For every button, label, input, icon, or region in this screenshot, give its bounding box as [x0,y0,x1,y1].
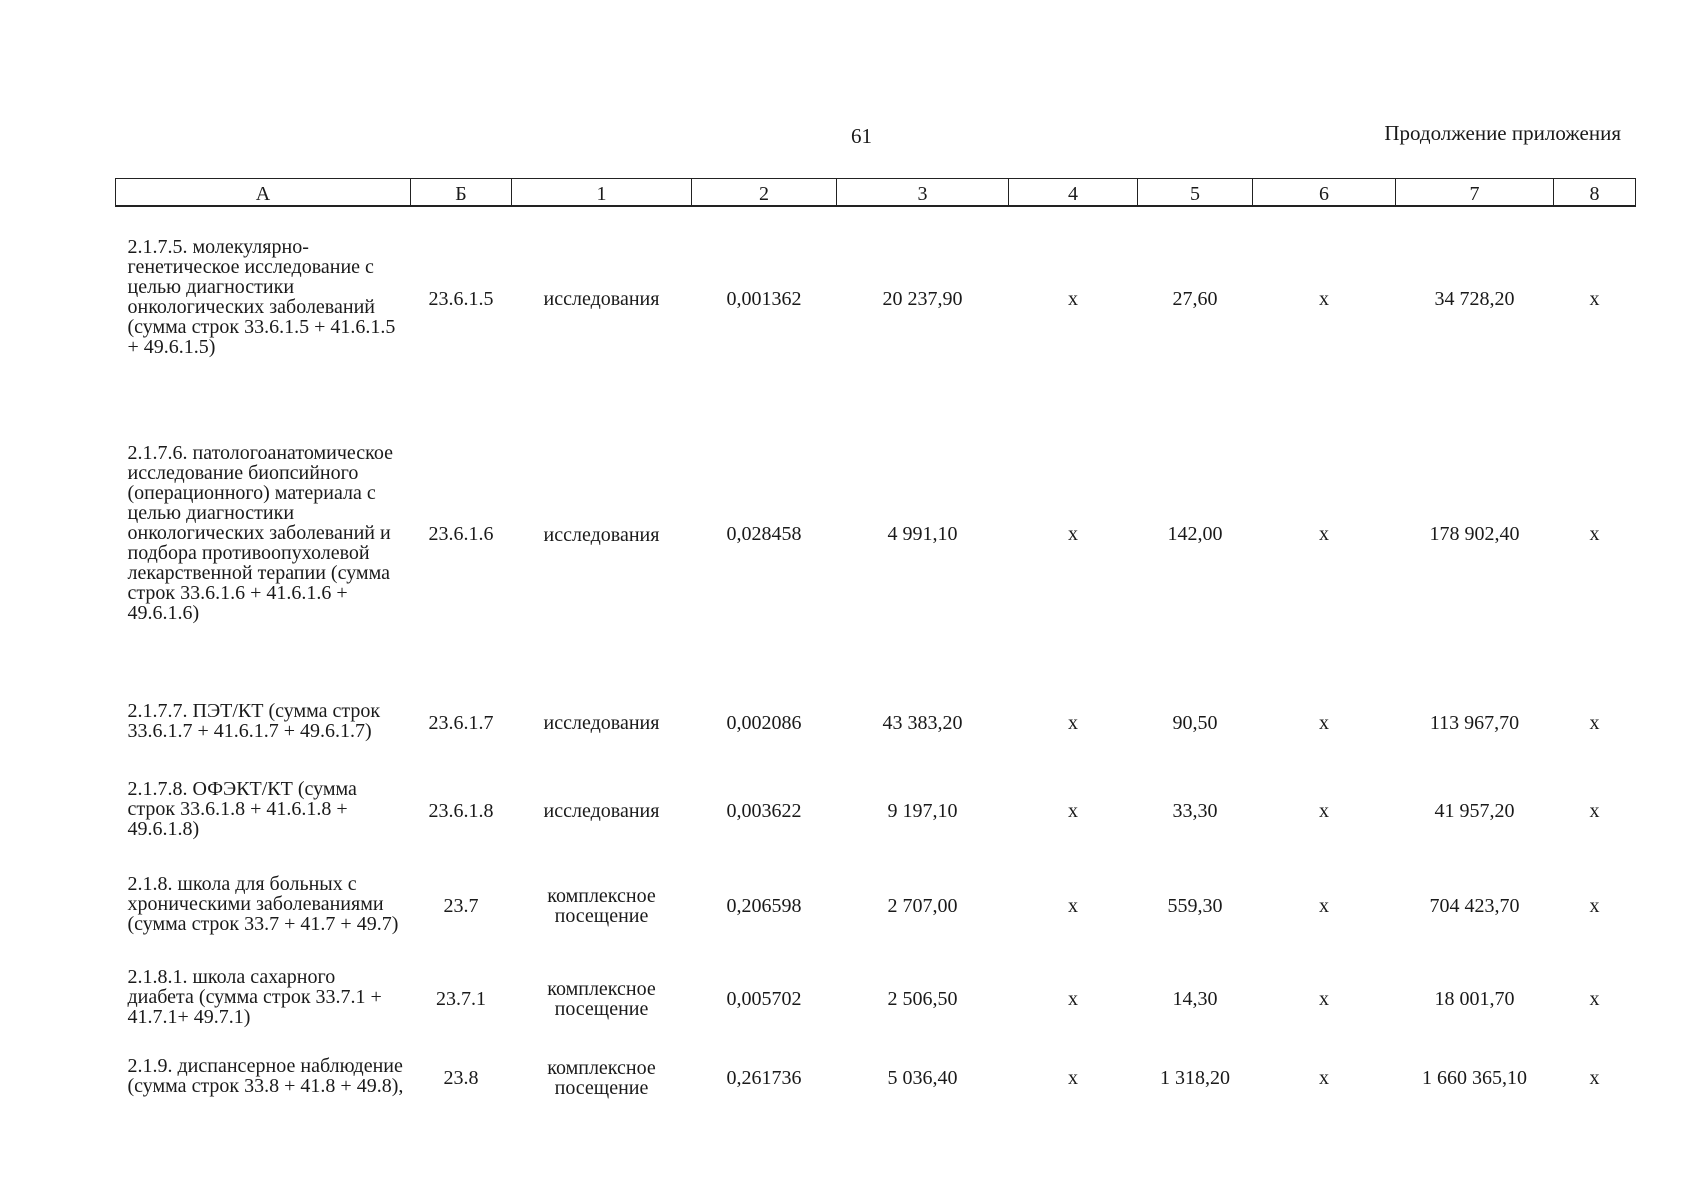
row-unit: комплексное посещение [547,1057,656,1099]
row-name: 2.1.7.8. ОФЭКТ/КТ (сумма строк 33.6.1.8 + 41.6.1.8 + 49.6.1.8) [127,778,357,840]
column-header: 3 [837,179,1009,207]
row-value-2: 0,261736 [726,1066,802,1089]
row-name: 2.1.9. диспансерное наблюдение (сумма строк 33.8 + 41.8 + 49.8), [127,1055,404,1097]
row-code: 23.6.1.7 [428,711,494,734]
table-row [116,678,1636,768]
data-table [115,178,1636,1116]
row-value-8: х [1589,894,1600,917]
row-unit: комплексное посещение [547,978,656,1020]
row-value-5: 1 318,20 [1160,1066,1230,1089]
row-code: 23.6.1.8 [428,799,494,822]
row-name: 2.1.8.1. школа сахарного диабета (сумма строк 33.7.1 + 41.7.1+ 49.7.1) [127,966,382,1028]
row-value-6: х [1319,287,1329,310]
table-row [116,206,1636,391]
row-value-7: 178 902,40 [1429,523,1520,545]
column-header: 7 [1396,179,1554,207]
row-value-5: 27,60 [1172,287,1218,310]
row-value-7: 34 728,20 [1434,287,1515,310]
row-value-6: х [1319,894,1329,917]
row-unit: исследования [543,288,660,310]
row-value-5: 14,30 [1172,987,1218,1010]
row-value-3: 9 197,10 [887,799,958,822]
row-code: 23.7 [443,894,479,917]
row-unit: исследования [543,523,660,546]
row-value-2: 0,002086 [726,711,802,734]
row-name: 2.1.8. школа для больных с хроническими заболеваниями (сумма строк 33.7 + 41.7 + 49.7) [127,873,399,935]
row-value-7: 704 423,70 [1429,894,1520,917]
row-value-3: 43 383,20 [882,711,963,734]
row-value-4: х [1068,987,1078,1010]
row-value-4: х [1068,1066,1078,1089]
row-name: 2.1.7.6. патологоанатомическое исследование биопсийного (операционного) материала с целью диагностики онкологических заболеваний и подбора противоопухолевой лекарственной терапии (сумма строк 33.6.1.6 + 41.6.1.6 + 49.6.1.6) [127,441,393,624]
row-value-8: х [1589,523,1600,545]
column-header: 1 [512,179,692,207]
row-value-6: х [1319,1066,1329,1089]
row-value-4: х [1068,523,1078,545]
column-header: 4 [1009,179,1138,207]
row-value-2: 0,206598 [726,894,802,917]
row-unit: исследования [543,800,660,822]
row-value-5: 142,00 [1167,523,1223,545]
column-header: 2 [692,179,837,207]
row-value-7: 1 660 365,10 [1422,1066,1527,1089]
row-value-5: 33,30 [1172,799,1218,822]
row-unit: исследования [543,712,660,734]
row-code: 23.6.1.6 [428,523,494,545]
table-row [116,958,1636,1040]
row-value-7: 18 001,70 [1434,987,1515,1010]
table-row [116,854,1636,958]
row-unit: комплексное посещение [547,885,656,927]
row-value-6: х [1319,523,1329,545]
table-header [116,179,1636,207]
row-value-4: х [1068,894,1078,917]
row-value-8: х [1589,799,1600,822]
row-value-4: х [1068,287,1078,310]
column-header: 8 [1554,179,1636,207]
table-row [116,768,1636,854]
column-header: Б [411,179,512,207]
row-code: 23.6.1.5 [428,287,494,310]
column-header: 6 [1253,179,1396,207]
row-value-6: х [1319,799,1329,822]
column-header: 5 [1138,179,1253,207]
row-value-3: 4 991,10 [887,523,958,545]
row-value-2: 0,003622 [726,799,802,822]
row-value-2: 0,001362 [726,287,802,310]
row-value-3: 5 036,40 [887,1066,958,1089]
row-value-4: х [1068,799,1078,822]
column-header: А [116,179,411,207]
row-value-5: 559,30 [1167,894,1223,917]
page-number: 61 [851,124,872,148]
row-code: 23.8 [443,1066,479,1089]
table-row [116,391,1636,678]
row-value-3: 2 707,00 [887,894,958,917]
row-value-3: 20 237,90 [882,287,963,310]
row-code: 23.7.1 [436,987,486,1010]
row-name: 2.1.7.7. ПЭТ/КТ (сумма строк 33.6.1.7 + 41.6.1.7 + 49.6.1.7) [127,700,381,742]
row-value-6: х [1319,987,1329,1010]
row-value-4: х [1068,711,1078,734]
row-value-2: 0,005702 [726,987,802,1010]
table-row [116,1040,1636,1116]
row-value-7: 41 957,20 [1434,799,1515,822]
row-value-8: х [1589,287,1600,310]
row-value-5: 90,50 [1172,711,1218,734]
row-value-8: х [1589,711,1600,734]
row-value-7: 113 967,70 [1429,711,1520,734]
row-value-6: х [1319,711,1329,734]
row-value-8: х [1589,987,1600,1010]
continuation-label: Продолжение приложения [1384,121,1621,145]
row-name: 2.1.7.5. молекулярно-генетическое исследование с целью диагностики онкологических заболеваний (сумма строк 33.6.1.5 + 41.6.1.5 + 49.6.1.5) [127,236,396,358]
row-value-3: 2 506,50 [887,987,958,1010]
row-value-2: 0,028458 [726,523,802,545]
row-value-8: х [1589,1066,1600,1089]
